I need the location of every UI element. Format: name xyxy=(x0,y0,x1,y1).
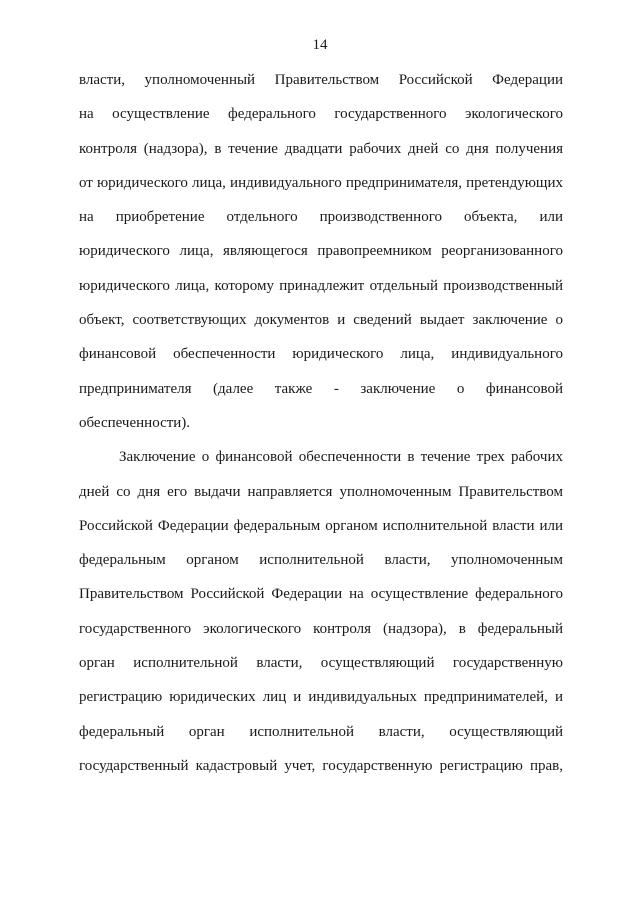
text-line: от юридического лица, индивидуального предпринимателя, претендующих xyxy=(79,174,563,191)
paragraph-1 xyxy=(79,70,563,447)
text-line: Заключение о финансовой обеспеченности в течение трех рабочих xyxy=(119,449,563,466)
text-line: дней со дня его выдачи направляется уполномоченным Правительством xyxy=(79,483,563,500)
text-line: федеральным органом исполнительной власти, уполномоченным xyxy=(79,552,563,569)
text-line: юридического лица, которому принадлежит отдельный производственный xyxy=(79,277,563,294)
text-line: государственного экологического контроля (надзора), в федеральный xyxy=(79,620,563,637)
paragraph-2 xyxy=(79,447,563,790)
text-line: власти, уполномоченный Правительством Российской Федерации xyxy=(79,72,563,88)
document-body xyxy=(79,70,563,790)
text-line: на осуществление федерального государственного экологического xyxy=(79,106,563,123)
text-line: федеральный орган исполнительной власти, осуществляющий xyxy=(79,723,563,740)
text-line: предпринимателя (далее также - заключение о финансовой xyxy=(79,380,563,397)
text-line: Российской Федерации федеральным органом исполнительной власти или xyxy=(79,517,563,534)
text-line: контроля (надзора), в течение двадцати рабочих дней со дня получения xyxy=(79,140,563,157)
text-line: орган исполнительной власти, осуществляющий государственную xyxy=(79,655,563,672)
text-line: обеспеченности). xyxy=(79,414,191,431)
text-line: на приобретение отдельного производственного объекта, или xyxy=(79,209,563,226)
page-number: 14 xyxy=(312,37,328,53)
text-line: финансовой обеспеченности юридического лица, индивидуального xyxy=(79,346,563,363)
text-line: регистрацию юридических лиц и индивидуальных предпринимателей, и xyxy=(79,689,563,706)
text-line: юридического лица, являющегося правопреемником реорганизованного xyxy=(79,243,563,260)
text-line: государственный кадастровый учет, государственную регистрацию прав, xyxy=(79,757,563,774)
text-line: Правительством Российской Федерации на осуществление федерального xyxy=(79,586,563,603)
text-line: объект, соответствующих документов и сведений выдает заключение о xyxy=(79,312,563,329)
